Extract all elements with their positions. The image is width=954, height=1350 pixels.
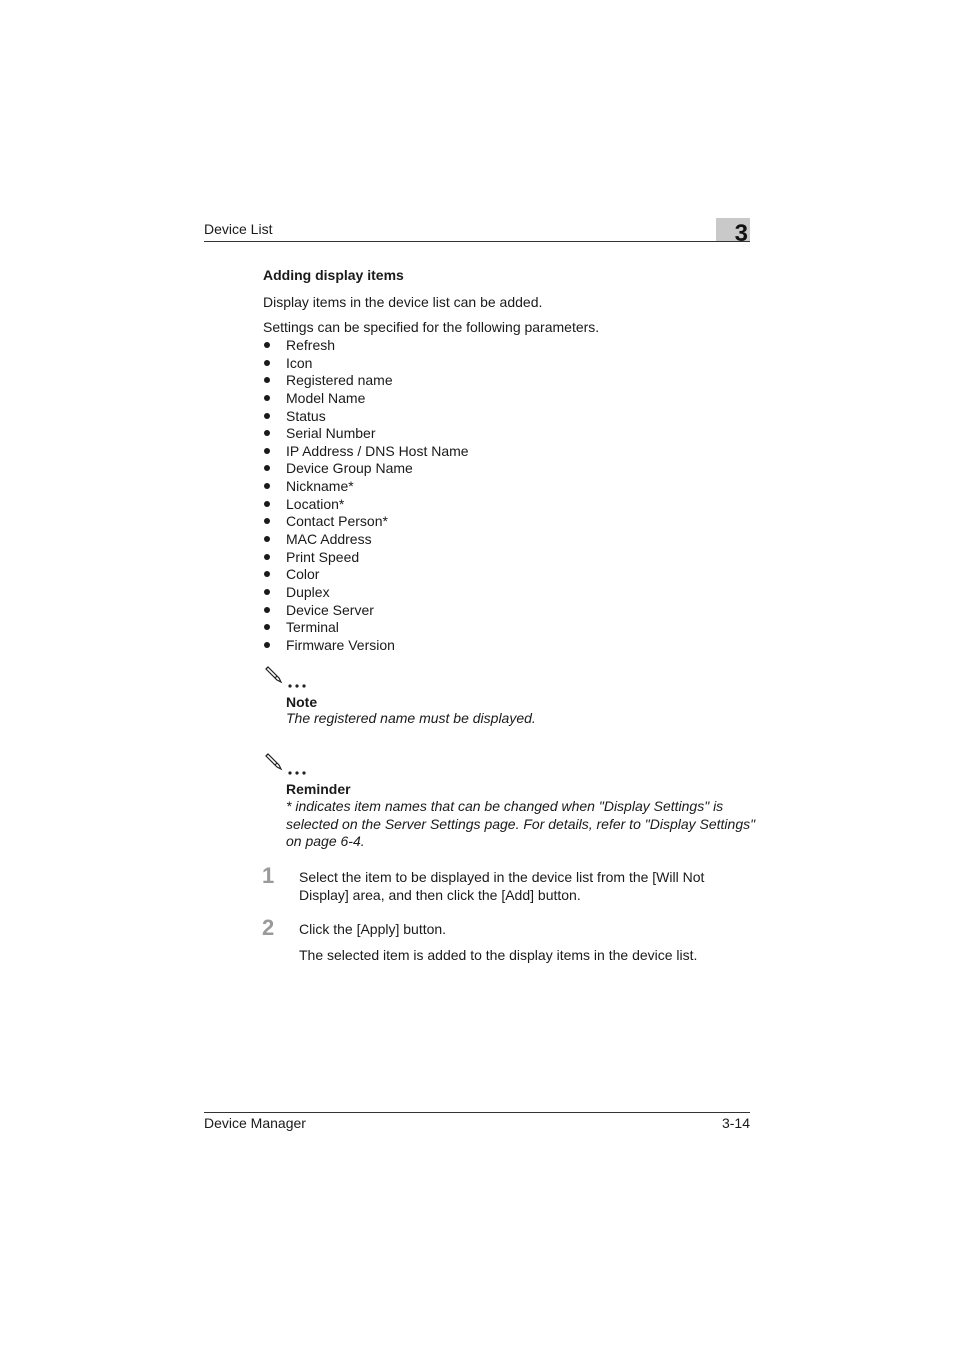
- bullet-icon: [264, 536, 270, 542]
- bullet-icon: [264, 624, 270, 630]
- bullet-icon: [264, 589, 270, 595]
- parameter-label: Device Group Name: [286, 460, 413, 477]
- bullet-icon: [264, 501, 270, 507]
- parameter-list-item: [263, 371, 469, 389]
- bullet-icon: [264, 413, 270, 419]
- parameter-label: Refresh: [286, 337, 336, 353]
- step-1-number: 1: [262, 863, 275, 888]
- parameter-list-item: [263, 495, 469, 513]
- parameter-label: Nickname*: [286, 478, 354, 495]
- parameter-label: MAC Address: [286, 531, 372, 548]
- parameter-label: Location*: [286, 495, 345, 512]
- parameter-list-item: [263, 618, 469, 636]
- parameter-list-item: [263, 512, 469, 530]
- parameter-list-item: [263, 407, 469, 425]
- parameter-label: Device Server: [286, 601, 374, 618]
- chapter-number-badge: 3: [716, 218, 750, 241]
- section-heading: Adding display items: [263, 267, 404, 283]
- parameter-list: [263, 336, 469, 654]
- bullet-icon: [264, 554, 270, 560]
- pencil-note-icon: [263, 664, 313, 690]
- parameter-list-item: [263, 601, 469, 619]
- footer-divider: [204, 1112, 750, 1113]
- parameter-list-item: [263, 636, 469, 654]
- parameter-list-item: [263, 548, 469, 566]
- bullet-icon: [264, 465, 270, 471]
- header-divider: [204, 241, 750, 242]
- step-2-result: The selected item is added to the display items in the device list.: [299, 947, 698, 963]
- parameter-label: Registered name: [286, 372, 393, 389]
- bullet-icon: [264, 483, 270, 489]
- step-2-text: Click the [Apply] button.: [299, 921, 447, 937]
- bullet-icon: [264, 395, 270, 401]
- parameter-list-item: [263, 530, 469, 548]
- bullet-icon: [264, 377, 270, 383]
- bullet-icon: [264, 607, 270, 613]
- footer-product-name: Device Manager: [204, 1115, 306, 1131]
- note-label: Note: [286, 694, 318, 710]
- parameter-label: Firmware Version: [286, 636, 395, 653]
- parameter-label: Icon: [286, 354, 313, 371]
- parameter-list-item: [263, 354, 469, 372]
- parameter-list-item: [263, 583, 469, 601]
- bullet-icon: [264, 518, 270, 524]
- parameter-list-item: [263, 336, 469, 354]
- step-2-number: 2: [262, 915, 275, 940]
- step-1-text: Select the item to be displayed in the device list from the [Will Not Display] area, and then click the [Add] button.: [299, 869, 705, 903]
- note-text: The registered name must be displayed.: [286, 710, 536, 726]
- parameter-label: Contact Person*: [286, 513, 388, 530]
- bullet-icon: [264, 642, 270, 648]
- bullet-icon: [264, 430, 270, 436]
- bullet-icon: [264, 571, 270, 577]
- parameter-label: Terminal: [286, 619, 339, 636]
- reminder-text: * indicates item names that can be changed when "Display Settings" is selected on the Server Settings page. For details, refer to "Display Settings" on page 6-4.: [286, 798, 756, 849]
- parameter-label: IP Address / DNS Host Name: [286, 442, 469, 459]
- parameter-label: Serial Number: [286, 425, 376, 442]
- parameter-label: Color: [286, 566, 320, 583]
- parameter-label: Status: [286, 407, 326, 424]
- pencil-reminder-icon: [263, 751, 313, 777]
- parameter-list-item: [263, 424, 469, 442]
- parameter-list-item: [263, 565, 469, 583]
- parameter-list-item: [263, 389, 469, 407]
- parameter-list-item: [263, 477, 469, 495]
- bullet-icon: [264, 448, 270, 454]
- parameters-intro: Settings can be specified for the following parameters.: [263, 319, 600, 335]
- parameter-list-item: [263, 442, 469, 460]
- reminder-label: Reminder: [286, 781, 351, 797]
- parameter-label: Duplex: [286, 583, 330, 600]
- parameter-label: Print Speed: [286, 548, 360, 565]
- parameter-label: Model Name: [286, 389, 366, 406]
- bullet-icon: [264, 342, 270, 348]
- intro-paragraph: Display items in the device list can be added.: [263, 294, 543, 310]
- running-header-title: Device List: [204, 221, 273, 237]
- bullet-icon: [264, 360, 270, 366]
- parameter-list-item: [263, 459, 469, 477]
- page-number: 3-14: [721, 1115, 750, 1131]
